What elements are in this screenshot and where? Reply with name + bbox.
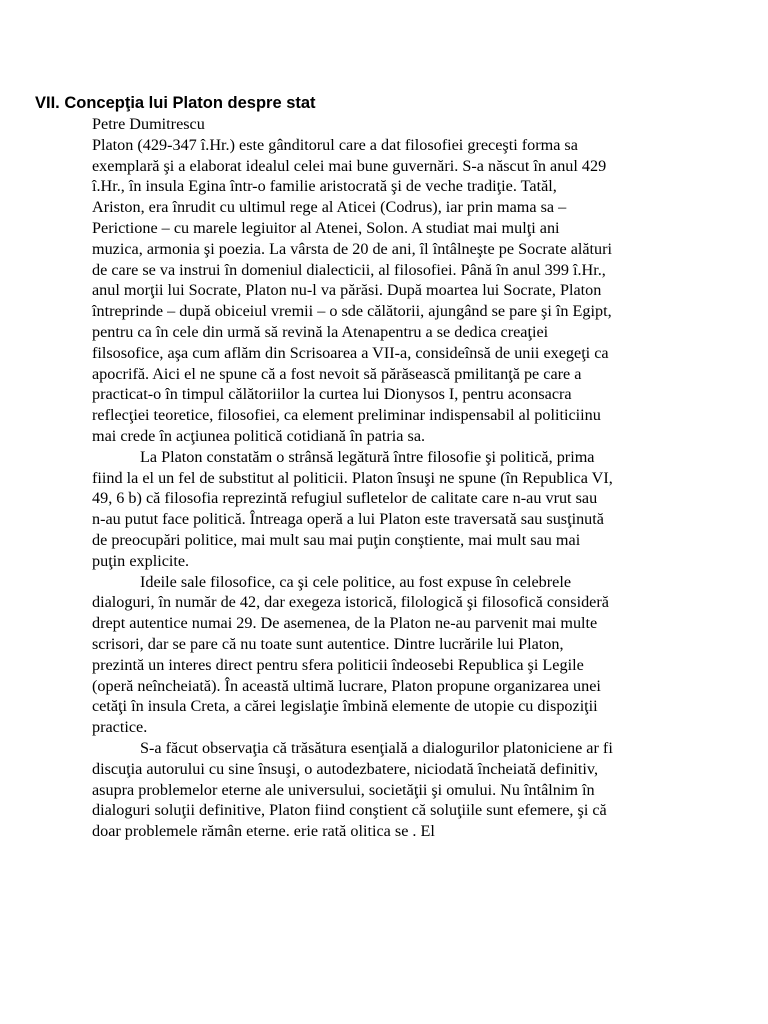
text-line: filsosofice, aşa cum aflăm din Scrisoarea a VII-a, consideînsă de unii exegeţi ca [92,343,609,362]
text-line: drept autentice numai 29. De asemenea, de la Platon ne-au parvenit mai multe [92,614,598,633]
text-line: (operă neîncheiată). În această ultimă lucrare, Platon propune organizarea unei [92,676,601,695]
text-line: Ariston, era înrudit cu ultimul rege al Aticei (Codrus), iar prin mama sa – [92,198,567,217]
text-line: întreprinde – după obiceiul vremii – o sde călătorii, ajungând se pare şi în Egipt, [92,302,612,321]
text-line: muzica, armonia şi poezia. La vârsta de 20 de ani, îl întâlneşte pe Socrate alături [92,239,613,258]
text-line: Ideile sale filosofice, ca şi cele politice, au fost expuse în celebrele [140,572,572,591]
text-line: S-a făcut observaţia că trăsătura esenţială a dialogurilor platoniciene ar fi [140,738,613,757]
text-line: reflecţiei teoretice, filosofiei, ca element preliminar indispensabil al politiciinu [92,406,601,425]
text-line: î.Hr., în insula Egina într-o familie aristocrată şi de veche tradiţie. Tatăl, [92,177,557,196]
text-line: doar problemele rămân eterne. erie rată olitica se . El [92,822,435,841]
text-line: apocrifă. Aici el ne spune că a fost nevoit să părăsească pmilitanţă pe care a [92,364,582,383]
body-text [92,114,652,842]
text-line: Perictione – cu marele legiuitor al Atenei, Solon. A studiat mai mulţi ani [92,218,560,237]
text-line: de preocupări politice, mai mult sau mai puţin conştiente, mai mult sau mai [92,530,581,549]
text-line: de care se va instrui în domeniul dialecticii, al filosofiei. Până în anul 399 î.Hr., [92,260,606,279]
text-line: La Platon constatăm o strânsă legătură între filosofie şi politică, prima [140,447,595,466]
text-line: pentru ca în cele din urmă să revină la Atenapentru a se dedica creaţiei [92,322,549,341]
text-line: anul morţii lui Socrate, Platon nu-l va părăsi. După moartea lui Socrate, Platon [92,281,602,300]
text-line: discuţia autorului cu sine însuşi, o autodezbatere, niciodată încheiată definitiv, [92,759,598,778]
text-line: 49, 6 b) că filosofia reprezintă refugiul sufletelor de calitate care n-au vrut sau [92,489,598,508]
text-line: practicat-o în timpul călătoriilor la curtea lui Dionysos I, pentru aconsacra [92,385,572,404]
text-line: asupra problemelor eterne ale universului, societăţii şi omului. Nu întâlnim în [92,780,595,799]
text-line: dialoguri soluţii definitive, Platon fiind conştient că soluţiile sunt efemere, şi că [92,801,607,820]
text-line: dialoguri, în număr de 42, dar exegeza istorică, filologică şi filosofică consideră [92,593,609,612]
text-line: scrisori, dar se pare că nu toate sunt autentice. Dintre lucrările lui Platon, [92,634,564,653]
text-line: practice. [92,718,148,737]
text-line: cetăţi în insula Creta, a cărei legislaţie îmbină elemente de utopie cu dispoziţii [92,697,598,716]
text-line: exemplară şi a elaborat idealul celei mai bune guvernări. S-a născut în anul 429 [92,156,607,175]
text-line: n-au putut face politică. Întreaga operă a lui Platon este traversată sau susţinută [92,510,604,529]
text-line: fiind la el un fel de substitut al politicii. Platon însuşi ne spune (în Republica VI, [92,468,613,487]
text-line: puţin explicite. [92,551,190,570]
text-line: mai crede în acţiunea politică cotidiană în patria sa. [92,426,426,445]
text-line: Platon (429-347 î.Hr.) este gânditorul care a dat filosofiei greceşti forma sa [92,135,578,154]
section-heading: VII. Concepţia lui Platon despre stat [35,94,316,112]
text-line: prezintă un interes direct pentru sfera politicii îndeosebi Republica şi Legile [92,655,584,674]
author-line: Petre Dumitrescu [92,115,205,133]
